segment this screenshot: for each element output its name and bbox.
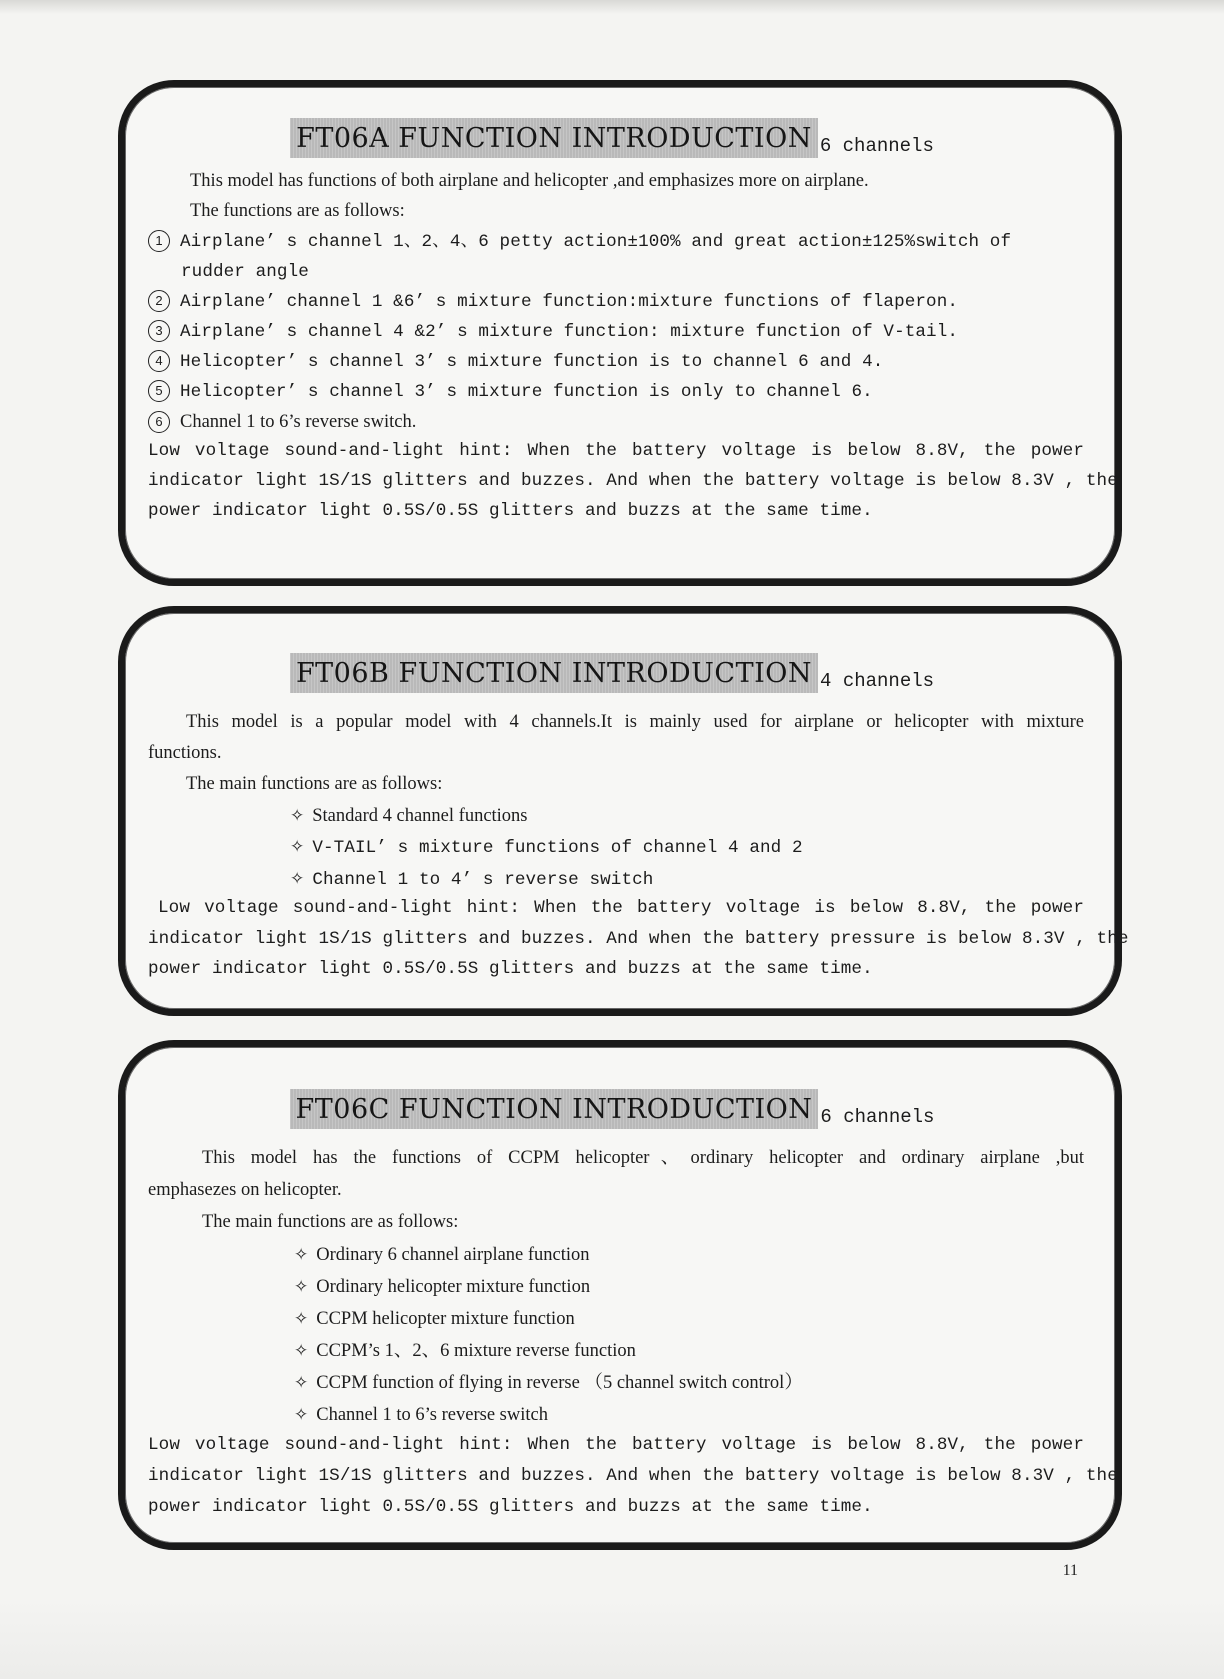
- diamond-bullet-icon: ✧: [290, 869, 305, 889]
- ft06a-item-1-text: Airplane’ s channel 1、2、4、6 petty action±100% and great action±125%switch of: [180, 232, 1012, 252]
- ft06a-item-4-text: Helicopter’ s channel 3’ s mixture function is to channel 6 and 4.: [180, 352, 884, 372]
- ft06a-item-1-cont: rudder angle: [181, 262, 309, 282]
- page-top-edge: [0, 0, 1224, 14]
- circled-number-4: 4: [148, 350, 170, 372]
- diamond-bullet-icon: ✧: [290, 806, 305, 826]
- ft06a-title: [0, 118, 1224, 158]
- ft06a-item-2-text: Airplane’ channel 1 &6’ s mixture function:mixture functions of flaperon.: [180, 292, 959, 312]
- ft06a-item-5: [148, 379, 873, 405]
- ft06c-low-voltage-1: Low voltage sound-and-light hint: When the battery voltage is below 8.8V, the power: [148, 1435, 1084, 1455]
- ft06c-intro-1: This model has the functions of CCPM helicopter、ordinary helicopter and ordinary airplane ,but: [202, 1148, 1084, 1168]
- ft06c-title: [0, 1089, 1224, 1129]
- ft06a-item-4: [148, 349, 883, 375]
- ft06b-lead: The main functions are as follows:: [186, 774, 443, 794]
- ft06c-item-6: [294, 1402, 548, 1428]
- ft06c-low-voltage-2: indicator light 1S/1S glitters and buzzes. And when the battery voltage is below 8.3V , the: [148, 1466, 1118, 1486]
- diamond-bullet-icon: ✧: [290, 837, 305, 857]
- ft06a-low-voltage-2: indicator light 1S/1S glitters and buzzes. And when the battery voltage is below 8.3V , the: [148, 471, 1118, 491]
- diamond-bullet-icon: ✧: [294, 1341, 309, 1361]
- ft06b-low-voltage-1: Low voltage sound-and-light hint: When the battery voltage is below 8.8V, the power: [158, 898, 1084, 918]
- circled-number-1: 1: [148, 230, 170, 252]
- ft06c-title-suffix: 6 channels: [820, 1106, 935, 1128]
- diamond-bullet-icon: ✧: [294, 1309, 309, 1329]
- diamond-bullet-icon: ✧: [294, 1373, 309, 1393]
- ft06b-intro-2: functions.: [148, 743, 222, 763]
- ft06c-item-2-text: Ordinary helicopter mixture function: [316, 1277, 591, 1297]
- ft06c-item-5: [294, 1370, 803, 1396]
- page-number: 11: [1062, 1562, 1078, 1579]
- ft06a-item-6: [148, 409, 416, 435]
- ft06c-item-3-text: CCPM helicopter mixture function: [316, 1309, 575, 1329]
- ft06c-intro-2: emphasezes on helicopter.: [148, 1180, 342, 1200]
- ft06a-item-6-text: Channel 1 to 6’s reverse switch.: [180, 412, 417, 432]
- ft06a-item-3-text: Airplane’ s channel 4 &2’ s mixture function: mixture function of V-tail.: [180, 322, 959, 342]
- ft06a-item-5-text: Helicopter’ s channel 3’ s mixture function is only to channel 6.: [180, 382, 873, 402]
- ft06a-item-1: [148, 229, 1082, 255]
- ft06a-low-voltage-3: power indicator light 0.5S/0.5S glitters and buzzs at the same time.: [148, 501, 873, 521]
- circled-number-3: 3: [148, 320, 170, 342]
- diamond-bullet-icon: ✧: [294, 1405, 309, 1425]
- ft06c-lead: The main functions are as follows:: [202, 1212, 459, 1232]
- ft06a-lead: The functions are as follows:: [190, 201, 405, 221]
- ft06c-item-1-text: Ordinary 6 channel airplane function: [316, 1245, 590, 1265]
- ft06c-item-4-text: CCPM’s 1、2、6 mixture reverse function: [316, 1341, 636, 1361]
- ft06a-item-3: [148, 319, 958, 345]
- ft06c-low-voltage-3: power indicator light 0.5S/0.5S glitters and buzzs at the same time.: [148, 1497, 873, 1517]
- ft06c-item-6-text: Channel 1 to 6’s reverse switch: [316, 1405, 548, 1425]
- circled-number-2: 2: [148, 290, 170, 312]
- ft06c-item-5-text: CCPM function of flying in reverse （5 channel switch control）: [316, 1373, 803, 1393]
- circled-number-5: 5: [148, 380, 170, 402]
- ft06b-low-voltage-3: power indicator light 0.5S/0.5S glitters and buzzs at the same time.: [148, 959, 873, 979]
- diamond-bullet-icon: ✧: [294, 1245, 309, 1265]
- diamond-bullet-icon: ✧: [294, 1277, 309, 1297]
- ft06b-item-1: [290, 803, 528, 829]
- ft06a-low-voltage-1: Low voltage sound-and-light hint: When the battery voltage is below 8.8V, the power: [148, 441, 1084, 461]
- ft06b-low-voltage-2: indicator light 1S/1S glitters and buzzes. And when the battery pressure is below 8.3V , the: [148, 929, 1129, 949]
- circled-number-6: 6: [148, 411, 170, 433]
- ft06b-title-main: FT06B FUNCTION INTRODUCTION: [290, 653, 818, 693]
- ft06b-item-2-text: V-TAIL’ s mixture functions of channel 4 and 2: [312, 838, 803, 858]
- page-bottom-edge: [0, 1599, 1224, 1679]
- ft06a-title-suffix: 6 channels: [819, 135, 934, 157]
- ft06b-intro-1: This model is a popular model with 4 channels.It is mainly used for airplane or helicopter with mixture: [186, 712, 1084, 732]
- ft06b-title: [0, 653, 1224, 693]
- ft06c-item-2: [294, 1274, 590, 1300]
- ft06a-title-main: FT06A FUNCTION INTRODUCTION: [290, 118, 818, 158]
- ft06c-item-1: [294, 1242, 590, 1268]
- ft06c-item-4: [294, 1338, 636, 1364]
- ft06b-item-3-text: Channel 1 to 4’ s reverse switch: [312, 870, 654, 890]
- ft06c-item-3: [294, 1306, 575, 1332]
- ft06c-title-main: FT06C FUNCTION INTRODUCTION: [290, 1089, 819, 1129]
- ft06b-title-suffix: 4 channels: [820, 670, 935, 692]
- ft06b-item-2: [290, 834, 803, 861]
- ft06a-item-2: [148, 289, 958, 315]
- ft06b-item-3: [290, 866, 653, 893]
- ft06b-item-1-text: Standard 4 channel functions: [312, 806, 528, 826]
- ft06a-intro: This model has functions of both airplane and helicopter ,and emphasizes more on airplane.: [190, 171, 869, 191]
